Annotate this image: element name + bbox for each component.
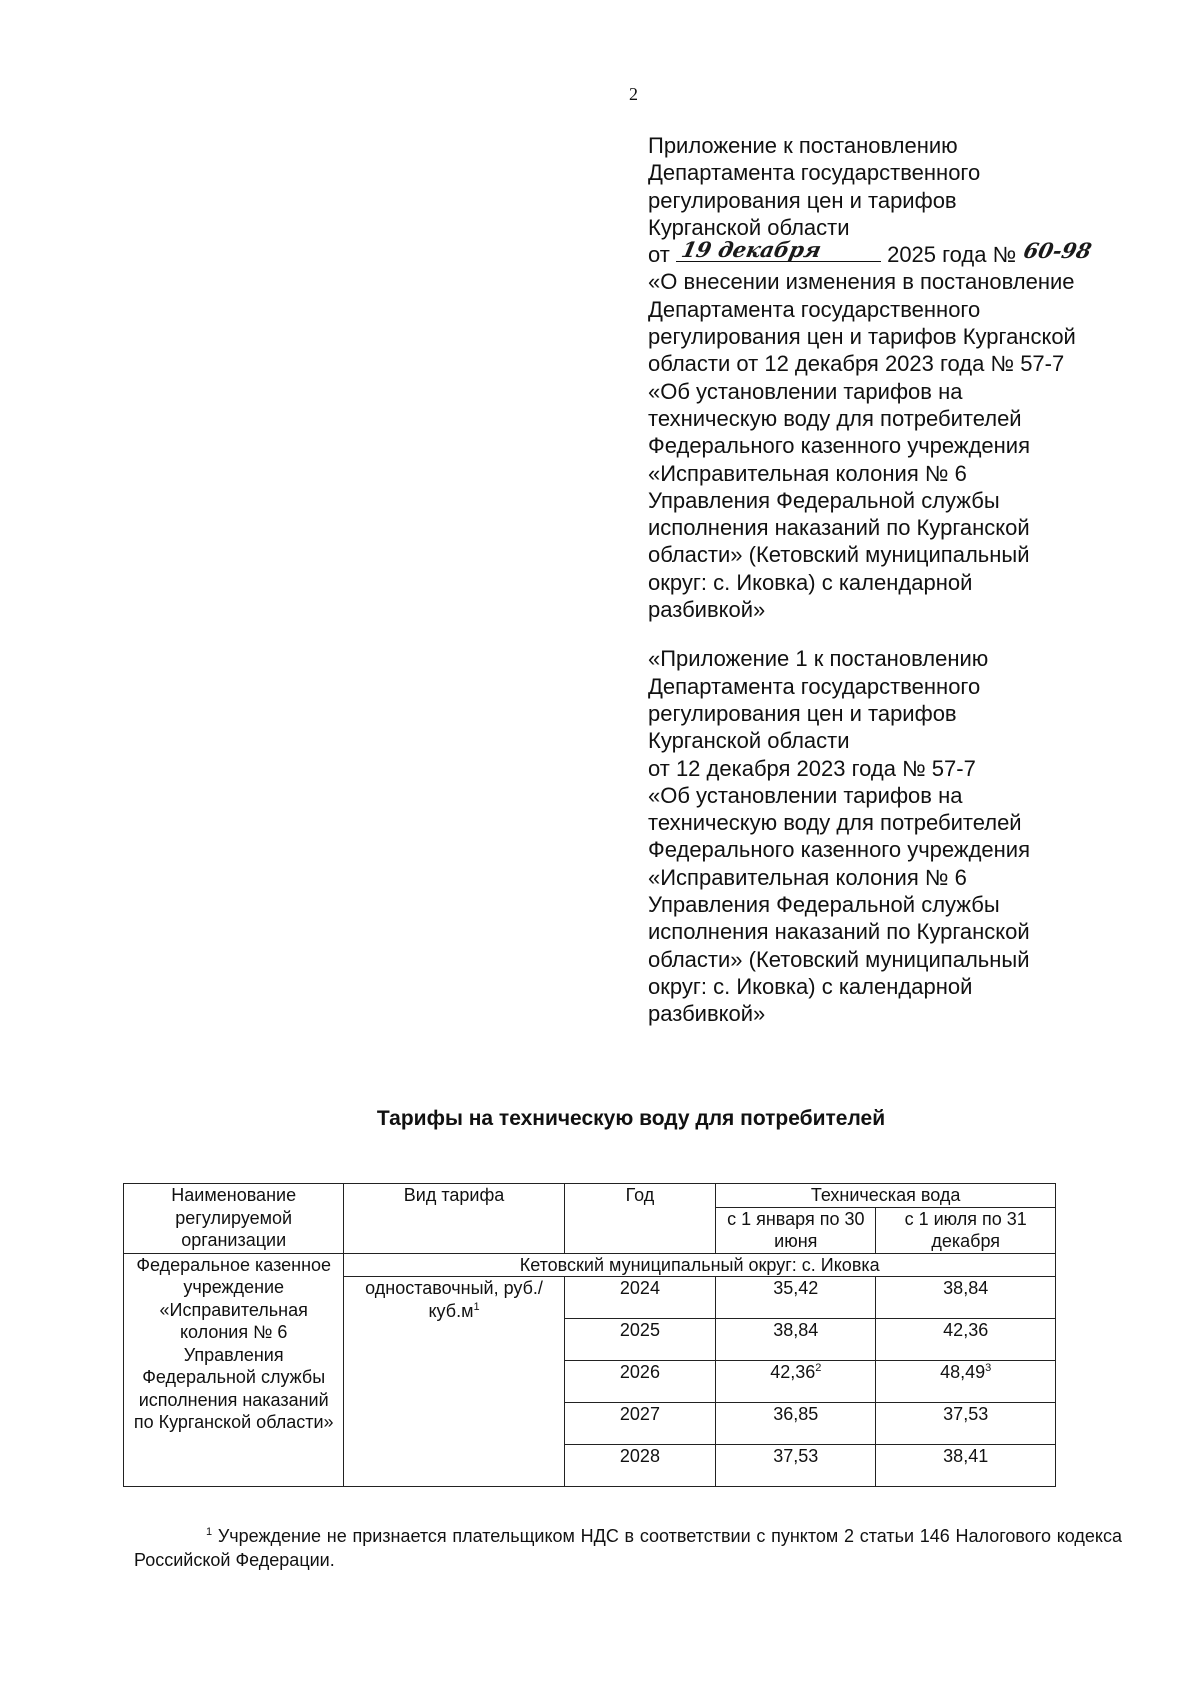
appendix-preamble bbox=[648, 132, 1118, 1028]
preamble-line: «Исправительная колония № 6 bbox=[648, 864, 967, 890]
date-middle: 2025 года № bbox=[887, 242, 1017, 268]
preamble-line: «Исправительная колония № 6 bbox=[648, 460, 967, 486]
preamble-line: регулирования цен и тарифов bbox=[648, 700, 957, 726]
preamble-line: исполнения наказаний по Курганской bbox=[648, 919, 1030, 945]
second-half-value bbox=[876, 1319, 1056, 1361]
district-cell: Кетовский муниципальный округ: с. Иковка bbox=[344, 1253, 1056, 1277]
preamble-line: исполнения наказаний по Курганской bbox=[648, 515, 1030, 541]
preamble-line: области от 12 декабря 2023 года № 57-7 bbox=[648, 351, 1065, 377]
handwritten-date-field bbox=[676, 237, 881, 263]
preamble-line: «Приложение 1 к постановлению bbox=[648, 646, 989, 672]
date-prefix: от bbox=[648, 242, 670, 268]
year-cell: 2024 bbox=[564, 1277, 716, 1319]
preamble-line: области» (Кетовский муниципальный bbox=[648, 946, 1030, 972]
preamble-line: Департамента государственного bbox=[648, 296, 981, 322]
preamble-line: Курганской области bbox=[648, 728, 850, 754]
footnote-ref: 1 bbox=[473, 1300, 480, 1313]
preamble-line: округ: с. Иковка) с календарной bbox=[648, 973, 973, 999]
year-cell: 2025 bbox=[564, 1319, 716, 1361]
preamble-line: техническую воду для потребителей bbox=[648, 810, 1022, 836]
header-second-half: с 1 июля по 31 декабря bbox=[876, 1207, 1056, 1253]
footnote-ref: 3 bbox=[985, 1362, 992, 1374]
value-text: 35,42 bbox=[773, 1278, 819, 1298]
year-cell: 2026 bbox=[564, 1361, 716, 1403]
table-header-row bbox=[124, 1184, 1056, 1208]
footnote bbox=[134, 1524, 1122, 1572]
header-organization: Наименование регулируемой организации bbox=[124, 1184, 344, 1254]
value-text: 48,49 bbox=[940, 1362, 986, 1382]
footnote-mark: 1 bbox=[206, 1526, 213, 1538]
handwritten-number: 60-98 bbox=[1021, 238, 1095, 264]
second-half-value bbox=[876, 1277, 1056, 1319]
first-half-value bbox=[716, 1319, 876, 1361]
preamble-line: регулирования цен и тарифов Курганской bbox=[648, 324, 1076, 350]
value-text: 38,84 bbox=[773, 1320, 819, 1340]
header-tariff-kind: Вид тарифа bbox=[344, 1184, 564, 1254]
table-title: Тарифы на техническую воду для потребителей bbox=[376, 1107, 886, 1130]
district-row bbox=[124, 1253, 1056, 1277]
page-number: 2 bbox=[629, 84, 638, 104]
organization-name-cell: Федеральное казенное учреждение «Исправительная колония № 6 Управления Федеральной службы исполнения наказаний по Курганской области» bbox=[124, 1253, 344, 1487]
preamble-block-a bbox=[648, 132, 1118, 623]
footnote-ref: 2 bbox=[815, 1362, 822, 1374]
value-text: 36,85 bbox=[773, 1404, 819, 1424]
preamble-line: разбивкой» bbox=[648, 1001, 766, 1027]
value-text: 38,41 bbox=[943, 1446, 989, 1466]
preamble-block-c bbox=[648, 645, 1118, 1027]
preamble-line: Приложение к постановлению bbox=[648, 133, 958, 158]
value-text: 42,36 bbox=[770, 1362, 816, 1382]
preamble-line: от 12 декабря 2023 года № 57-7 bbox=[648, 755, 976, 781]
preamble-line: области» (Кетовский муниципальный bbox=[648, 542, 1030, 568]
value-text: 37,53 bbox=[773, 1446, 819, 1466]
preamble-line: Управления Федеральной службы bbox=[648, 487, 1000, 513]
first-half-value bbox=[716, 1361, 876, 1403]
second-half-value bbox=[876, 1403, 1056, 1445]
resolution-date-line bbox=[648, 237, 1118, 268]
year-cell: 2028 bbox=[564, 1445, 716, 1487]
second-half-value bbox=[876, 1445, 1056, 1487]
header-technical-water: Техническая вода bbox=[716, 1184, 1056, 1208]
preamble-line: «Об установлении тарифов на bbox=[648, 782, 963, 808]
preamble-line: Федерального казенного учреждения bbox=[648, 837, 1031, 863]
footnote-text: Учреждение не признается плательщиком НДС в соответствии с пунктом 2 статьи 146 Налогового кодекса Российской Федерации. bbox=[134, 1526, 1122, 1570]
value-text: 38,84 bbox=[943, 1278, 989, 1298]
year-cell: 2027 bbox=[564, 1403, 716, 1445]
preamble-line: Курганской области bbox=[648, 214, 850, 240]
preamble-line: Федерального казенного учреждения bbox=[648, 433, 1031, 459]
tariff-kind-cell bbox=[344, 1277, 564, 1487]
value-text: 37,53 bbox=[943, 1404, 989, 1424]
value-text: 42,36 bbox=[943, 1320, 989, 1340]
first-half-value bbox=[716, 1445, 876, 1487]
preamble-line: Департамента государственного bbox=[648, 160, 981, 186]
preamble-spacer bbox=[648, 623, 1118, 645]
preamble-line: разбивкой» bbox=[648, 597, 766, 623]
preamble-line: техническую воду для потребителей bbox=[648, 405, 1022, 431]
preamble-line: Управления Федеральной службы bbox=[648, 892, 1000, 918]
first-half-value bbox=[716, 1277, 876, 1319]
tariff-table bbox=[123, 1183, 1056, 1487]
handwritten-date: 19 декабря bbox=[679, 237, 824, 263]
header-year: Год bbox=[564, 1184, 716, 1254]
first-half-value bbox=[716, 1403, 876, 1445]
preamble-line: «Об установлении тарифов на bbox=[648, 378, 963, 404]
preamble-line: округ: с. Иковка) с календарной bbox=[648, 569, 973, 595]
second-half-value bbox=[876, 1361, 1056, 1403]
preamble-line: Департамента государственного bbox=[648, 673, 981, 699]
preamble-line: регулирования цен и тарифов bbox=[648, 187, 957, 213]
header-first-half: с 1 января по 30 июня bbox=[716, 1207, 876, 1253]
preamble-line: «О внесении изменения в постановление bbox=[648, 269, 1075, 295]
tariff-kind-text: одноставочный, руб./куб.м bbox=[365, 1278, 543, 1321]
handwritten-number-field bbox=[1021, 238, 1100, 264]
